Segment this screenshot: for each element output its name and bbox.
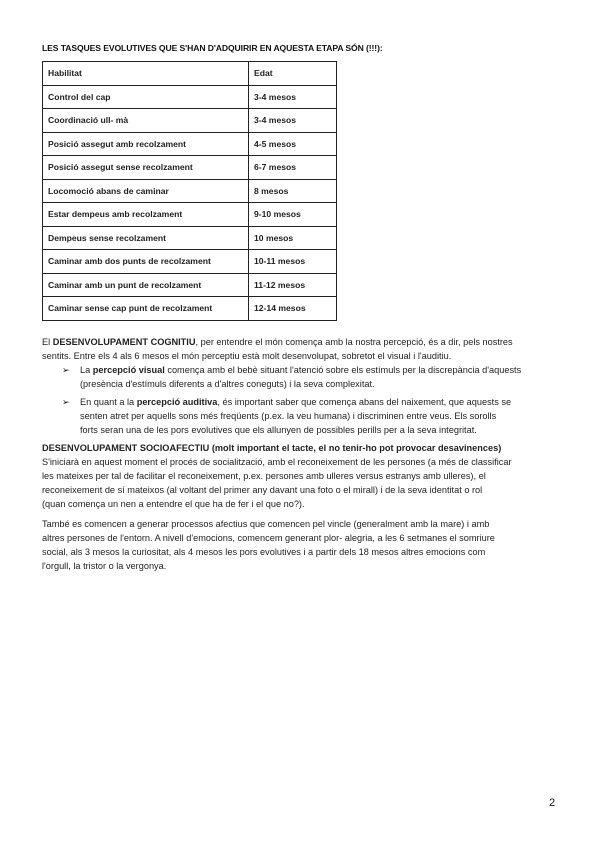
age-cell: 10-11 mesos <box>249 250 337 274</box>
text-line <box>42 337 513 347</box>
age-cell: 9-10 mesos <box>249 203 337 227</box>
text-span: (presència d'estímuls diferents a d'altres coneguts) i la seva complexitat. <box>80 379 375 389</box>
text-span: les mateixes per tal de facilitar el reconeixement, p.ex. persones amb ulleres versus estranys amb ulleres), el <box>42 471 486 481</box>
arrowhead-bullet-icon: ➢ <box>62 397 70 407</box>
text-span: sentits. Entre els 4 als 6 mesos el món perceptiu està molt desenvolupat, sobretot el visual i l'auditiu. <box>42 351 452 361</box>
text-span: En quant a la <box>80 397 137 407</box>
skill-cell: Control del cap <box>43 85 249 109</box>
page-number: 2 <box>549 797 556 809</box>
text-line <box>42 457 512 467</box>
table-row <box>43 109 337 133</box>
skills-table <box>42 61 337 321</box>
text-span: La <box>80 365 93 375</box>
table-row <box>43 179 337 203</box>
header-edat: Edat <box>249 62 337 86</box>
text-line <box>42 519 489 529</box>
text-span: reconeixement de sí mateixos (al voltant del primer any davant una foto o el mirall) i de la seva identitat o rol <box>42 485 483 495</box>
skill-cell: Estar dempeus amb recolzament <box>43 203 249 227</box>
text-span: comença amb el bebè situant l'atenció sobre els estímuls per la discrepància d'aquests <box>164 365 522 375</box>
table-row <box>43 226 337 250</box>
bold-text: percepció auditiva <box>136 397 218 407</box>
text-span: S'iniciarà en aquest moment el procés de socialització, amb el reconeixement de les persones (a més de classificar <box>42 457 512 467</box>
table-row <box>43 273 337 297</box>
text-span: senten atret per aquells sons més freqüents (p.ex. la veu humana) i discriminen entre veus. Els sorolls <box>80 411 497 421</box>
text-line <box>42 485 482 495</box>
text-line <box>80 411 496 421</box>
header-habilitat: Habilitat <box>43 62 249 86</box>
skill-cell: Caminar amb un punt de recolzament <box>43 273 249 297</box>
text-line <box>42 471 486 481</box>
age-cell: 11-12 mesos <box>249 273 337 297</box>
bold-text: DESENVOLUPAMENT SOCIOAFECTIU <box>42 443 210 453</box>
text-line <box>80 425 477 435</box>
text-line <box>80 365 521 375</box>
table-row <box>43 297 337 321</box>
age-cell: 3-4 mesos <box>249 109 337 133</box>
skill-cell: Coordinació ull- mà <box>43 109 249 133</box>
text-line <box>42 351 451 361</box>
text-span: l'orgull, la tristor o la vergonya. <box>42 561 167 571</box>
text-span: social, als 3 mesos la curiositat, als 4 mesos les pors evolutives i a partir dels 18 mesos altres emocions com <box>42 547 486 557</box>
bold-text: DESENVOLUPAMENT COGNITIU <box>52 337 196 347</box>
text-line <box>80 379 375 389</box>
text-line <box>42 547 485 557</box>
text-line <box>42 561 166 571</box>
text-span: forts seran una de les pors evolutives que els allunyen de possibles perills per a la seva integritat. <box>80 425 477 435</box>
arrowhead-bullet-icon: ➢ <box>62 365 70 375</box>
text-span: altres persones de l'entorn. A nivell d'emocions, comencem generant plor- alegria, a les 6 setmanes el somriure <box>42 533 495 543</box>
table-row <box>43 250 337 274</box>
text-span: El <box>42 337 53 347</box>
text-line <box>42 499 305 509</box>
table-row <box>43 156 337 180</box>
age-cell: 6-7 mesos <box>249 156 337 180</box>
text-span: , és important saber que comença abans del naixement, que aquests se <box>217 397 512 407</box>
text-line <box>42 443 501 453</box>
text-line <box>42 533 495 543</box>
age-cell: 3-4 mesos <box>249 85 337 109</box>
table-header-row <box>43 62 337 86</box>
text-span: , per entendre el món comença amb la nostra percepció, és a dir, pels nostres <box>195 337 513 347</box>
bold-text: (molt important el tacte, el no tenir-ho pot provocar desavinences) <box>209 443 502 453</box>
skill-cell: Caminar amb dos punts de recolzament <box>43 250 249 274</box>
text-span: També es comencen a generar processos afectius que comencen pel vincle (generalment amb la mare) i amb <box>42 519 490 529</box>
table-row <box>43 203 337 227</box>
age-cell: 10 mesos <box>249 226 337 250</box>
skill-cell: Dempeus sense recolzament <box>43 226 249 250</box>
skill-cell: Locomoció abans de caminar <box>43 179 249 203</box>
skill-cell: Caminar sense cap punt de recolzament <box>43 297 249 321</box>
skill-cell: Posició assegut amb recolzament <box>43 132 249 156</box>
skill-cell: Posició assegut sense recolzament <box>43 156 249 180</box>
bold-text: percepció visual <box>92 365 165 375</box>
text-span: (quan comença un nen a entendre el que ha de fer i el que no?). <box>42 499 305 509</box>
table-row <box>43 132 337 156</box>
table-row <box>43 85 337 109</box>
age-cell: 12-14 mesos <box>249 297 337 321</box>
age-cell: 8 mesos <box>249 179 337 203</box>
age-cell: 4-5 mesos <box>249 132 337 156</box>
section-title: LES TASQUES EVOLUTIVES QUE S'HAN D'ADQUIRIR EN AQUESTA ETAPA SÓN (!!!): <box>42 43 383 53</box>
text-line <box>80 397 511 407</box>
